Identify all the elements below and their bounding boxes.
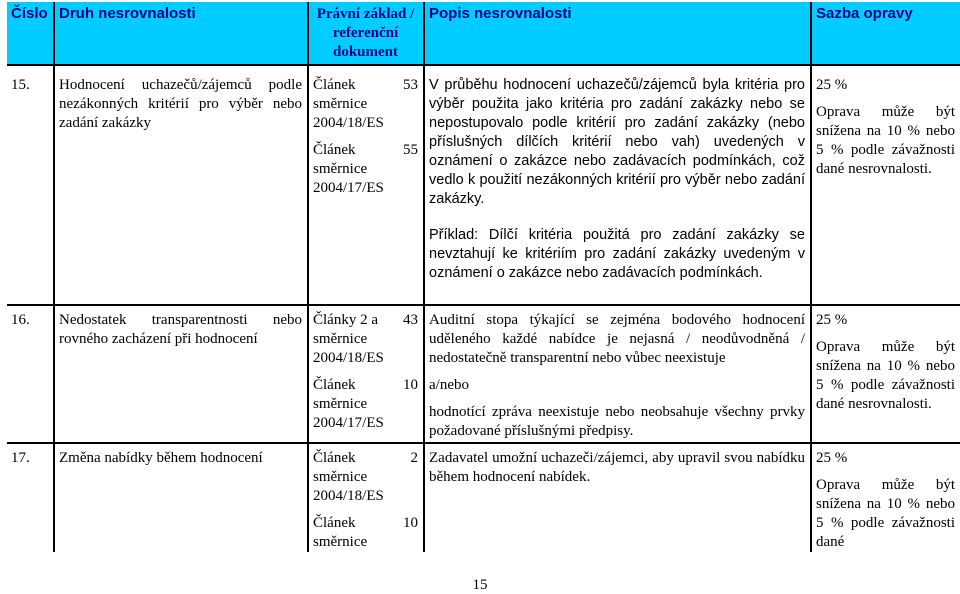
legal-article: Článek 53 směrnice 2004/18/ES <box>313 77 418 131</box>
description-connector: a/nebo <box>429 377 469 393</box>
legal-article: Článek 10 směrnice <box>313 515 418 550</box>
description <box>424 65 811 305</box>
row-number: 17. <box>7 443 54 552</box>
page-number: 15 <box>472 577 488 593</box>
table-header-row <box>7 2 960 65</box>
description <box>424 305 811 443</box>
rate-value: 25 % <box>816 312 848 328</box>
legal-article: Článek 10 směrnice 2004/17/ES <box>313 377 418 431</box>
table-row <box>7 305 960 443</box>
description <box>424 443 811 552</box>
rate-note: Oprava může být snížena na 10 % nebo 5 % podle závažnosti dané nesrovnalosti. <box>816 339 955 412</box>
rate-note: Oprava může být snížena na 10 % nebo 5 % podle závažnosti dané nesrovnalosti. <box>816 104 955 177</box>
header-irregularity-type: Druh nesrovnalosti <box>54 2 308 65</box>
correction-rate <box>811 65 960 305</box>
header-correction-rate: Sazba opravy <box>811 2 960 65</box>
legal-basis <box>308 305 424 443</box>
irregularities-table <box>7 2 960 552</box>
description-example: Příklad: Dílčí kritéria použitá pro zadání zakázky se nevztahují ke kritériím pro zadání zakázky uvedeným v oznámení o zakázce nebo zadávacích podmínkách. <box>429 227 805 281</box>
header-number: Číslo <box>7 2 54 65</box>
correction-rate <box>811 305 960 443</box>
description-text: Auditní stopa týkající se zejména bodového hodnocení uděleného každé nabídce je nejasná / neodůvodněná / nedostatečně transparentní nebo vůbec neexistuje <box>429 312 805 366</box>
description-text: Zadavatel umožní uchazeči/zájemci, aby upravil svou nabídku během hodnocení nabídek. <box>429 450 805 485</box>
row-number: 15. <box>7 65 54 305</box>
description-text: hodnotící zpráva neexistuje nebo neobsahuje všechny prvky požadované příslušnými předpisy. <box>429 404 805 439</box>
legal-article: Články 2 a 43 směrnice 2004/18/ES <box>313 312 418 366</box>
description-text: V průběhu hodnocení uchazečů/zájemců byla kritéria pro výběr použita jako kritéria pro zadání zakázky nebo se nepostupovalo podle kritérií pro zadání zakázky (nebo příslušných dílčích kritérií nebo vah) uvedených v oznámení o zakázce nebo zadávacích podmínkách, což vedlo k použití nezákonných kritérií pro výběr nebo zadání zakázky. <box>429 77 805 207</box>
irregularity-type: Změna nabídky během hodnocení <box>54 443 308 552</box>
table-row <box>7 65 960 305</box>
legal-article: Článek 2 směrnice 2004/18/ES <box>313 450 418 504</box>
irregularity-type: Hodnocení uchazečů/zájemců podle nezákonných kritérií pro výběr nebo zadání zakázky <box>54 65 308 305</box>
header-legal-basis: Právní základ / referenční dokument <box>308 2 424 65</box>
row-number: 16. <box>7 305 54 443</box>
rate-note: Oprava může být snížena na 10 % nebo 5 % podle závažnosti dané <box>816 477 955 550</box>
legal-basis <box>308 443 424 552</box>
table-row <box>7 443 960 552</box>
irregularity-type: Nedostatek transparentnosti nebo rovného zacházení při hodnocení <box>54 305 308 443</box>
legal-basis <box>308 65 424 305</box>
correction-rate <box>811 443 960 552</box>
rate-value: 25 % <box>816 77 848 93</box>
rate-value: 25 % <box>816 450 848 466</box>
legal-article: Článek 55 směrnice 2004/17/ES <box>313 142 418 196</box>
header-description: Popis nesrovnalosti <box>424 2 811 65</box>
